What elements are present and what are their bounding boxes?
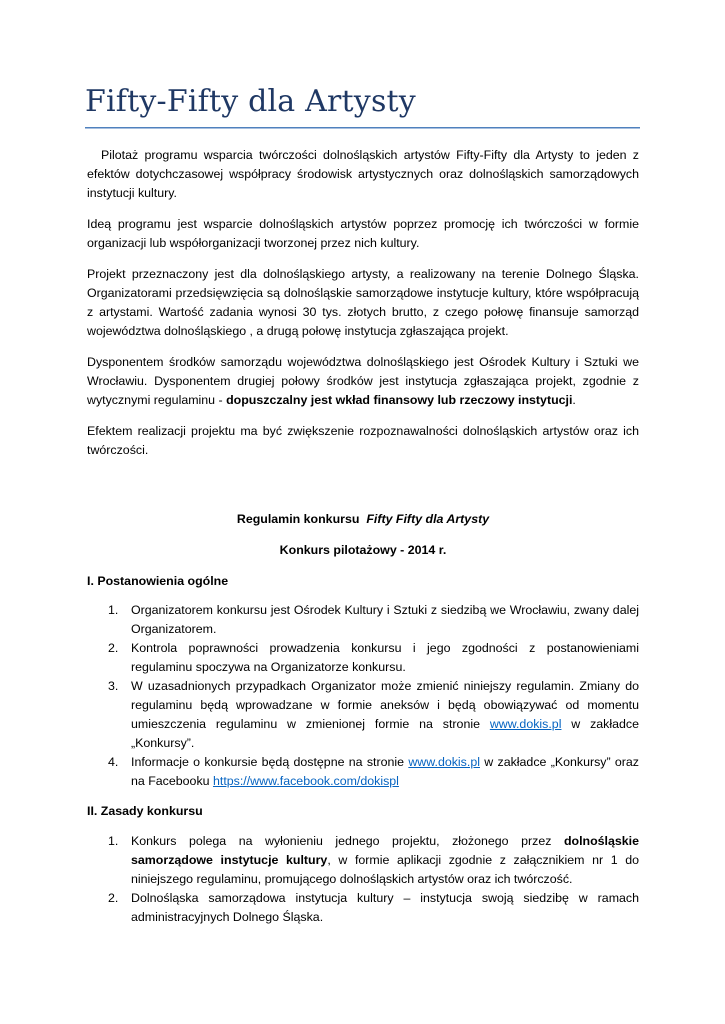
- list-item: 1. Konkurs polega na wyłonieniu jednego projektu, złożonego przez dolnośląskie samorządowe instytucje kultury, w formie aplikacji zgodnie z załącznikiem nr 1 do niniejszego regulaminu, promującego dolnośląskich artystów oraz ich twórczość.: [108, 834, 639, 886]
- intro-paragraph-1: Pilotaż programu wsparcia twórczości dolnośląskich artystów Fifty-Fifty dla Artysty to jeden z efektów dotychczasowej współpracy środowisk artystycznych oraz dolnośląskich samorządowych instytucji kultury.: [87, 148, 639, 200]
- section-2-list: [87, 832, 639, 927]
- regulations-subtitle: Konkurs pilotażowy - 2014 r.: [279, 543, 447, 557]
- document-title: Fifty-Fifty dla Artysty: [85, 84, 416, 119]
- list-item: 3. W uzasadnionych przypadkach Organizator może zmienić niniejszy regulamin. Zmiany do regulaminu będą wprowadzane w formie aneksów i będą obowiązywać od momentu umieszczenia regulaminu w zmienionej formie na stronie www.dokis.pl w zakładce „Konkursy”.: [108, 679, 639, 750]
- regulations-title: Regulamin konkursu Fifty Fifty dla Artysty: [236, 512, 490, 526]
- intro-paragraph-5: Efektem realizacji projektu ma być zwiększenie rozpoznawalności dolnośląskich artystów oraz ich twórczości.: [87, 424, 639, 457]
- section-1-list: [87, 601, 639, 791]
- intro-paragraph-2: Ideą programu jest wsparcie dolnośląskich artystów poprzez promocję ich twórczości w formie organizacji lub współorganizacji tworzonej przez nich kultury.: [87, 217, 639, 250]
- regulations-contest-name: Fifty Fifty dla Artysty: [366, 512, 490, 526]
- dokis-link[interactable]: www.dokis.pl: [408, 755, 480, 769]
- intro-paragraph-3: Projekt przeznaczony jest dla dolnośląskiego artysty, a realizowany na terenie Dolnego Śląska. Organizatorami przedsięwzięcia są dolnośląskie samorządowe instytucje kultury, które współpracują z artystami. Wartość zadania wynosi 30 tys. złotych brutto, z czego połowę finansuje samorząd województwa dolnośląskiego , a drugą połowę instytucja zgłaszająca projekt.: [87, 267, 639, 338]
- dokis-link[interactable]: www.dokis.pl: [489, 717, 562, 731]
- section-2-heading: II. Zasady konkursu: [87, 804, 203, 818]
- list-item: 1. Organizatorem konkursu jest Ośrodek Kultury i Sztuki z siedzibą we Wrocławiu, zwany dalej Organizatorem.: [108, 603, 639, 636]
- list-item: 2. Dolnośląska samorządowa instytucja kultury – instytucja swoją siedzibę w ramach administracyjnych Dolnego Śląska.: [108, 891, 639, 924]
- intro-paragraph-4: Dysponentem środków samorządu województwa dolnośląskiego jest Ośrodek Kultury i Sztuki we Wrocławiu. Dysponentem drugiej połowy środków jest instytucja zgłaszająca projekt, zgodnie z wytycznymi regulaminu - dopuszczalny jest wkład finansowy lub rzeczowy instytucji.: [87, 355, 639, 407]
- list-item: 4. Informacje o konkursie będą dostępne na stronie www.dokis.pl w zakładce „Konkursy” oraz na Facebooku https://www.facebook.com/dokispl: [108, 755, 639, 788]
- emphasis-text: dolnośląskie samorządowe instytucje kultury: [131, 834, 639, 867]
- section-1-heading: I. Postanowienia ogólne: [87, 574, 229, 588]
- list-item: 2. Kontrola poprawności prowadzenia konkursu i jego zgodności z postanowieniami regulaminu spoczywa na Organizatorze konkursu.: [108, 641, 639, 674]
- facebook-link[interactable]: https://www.facebook.com/dokispl: [212, 774, 399, 788]
- emphasis-text: dopuszczalny jest wkład finansowy lub rzeczowy instytucji: [226, 393, 573, 407]
- title-underline: [85, 127, 640, 129]
- document-body: [87, 146, 639, 927]
